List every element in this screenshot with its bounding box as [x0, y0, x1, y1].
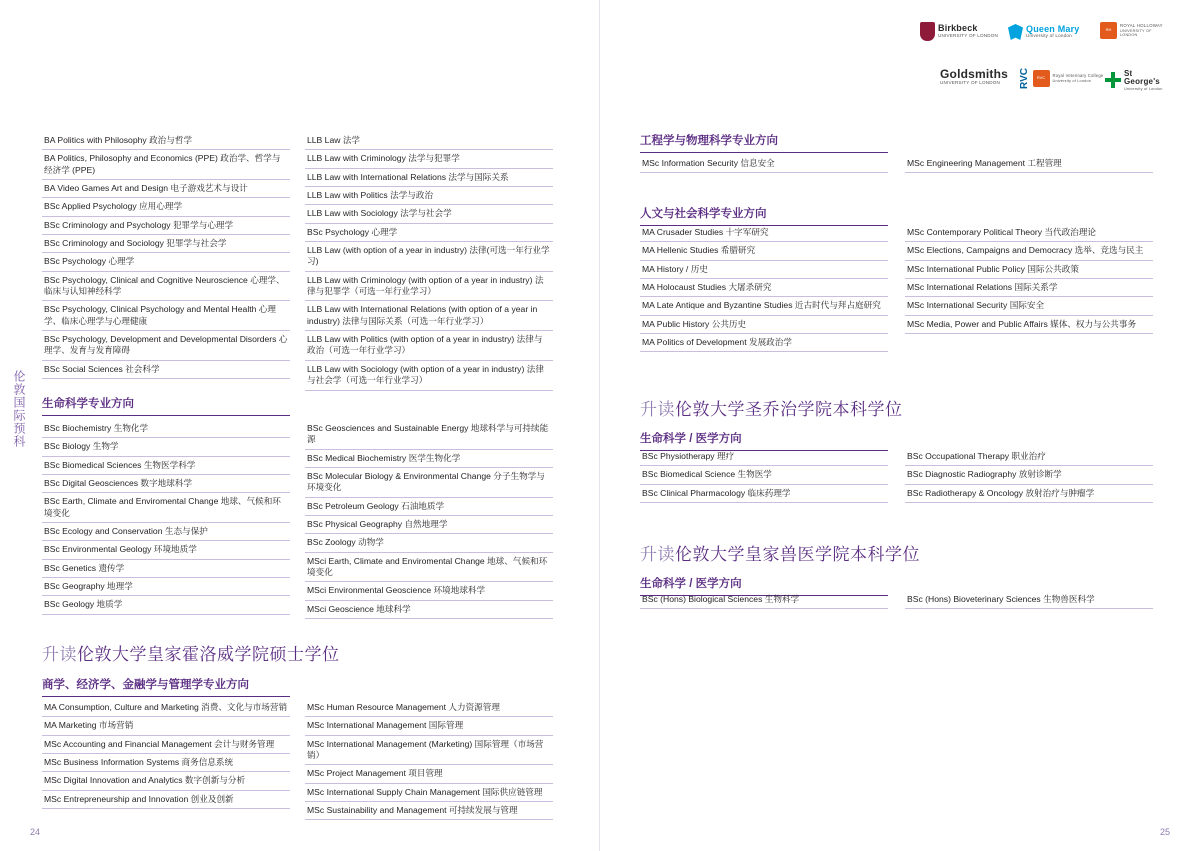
list-item: BSc (Hons) Bioveterinary Sciences 生物兽医科学	[905, 591, 1153, 609]
rh-masters-column-a	[42, 699, 290, 809]
list-item: LLB Law with Politics (with option of a year in industry) 法律与政治（可选一年行业学习）	[305, 331, 553, 361]
engineering-column-a	[640, 155, 888, 173]
list-item: MSc Entrepreneurship and Innovation 创业及创新	[42, 791, 290, 809]
logo-royal-holloway-subtitle: UNIVERSITY OF LONDON	[1120, 28, 1152, 37]
list-item: BA Video Games Art and Design 电子游戏艺术与设计	[42, 180, 290, 198]
list-item: BSc (Hons) Biological Sciences 生物科学	[640, 591, 888, 609]
list-item: MA Politics of Development 发展政治学	[640, 334, 888, 352]
list-item: BSc Social Sciences 社会科学	[42, 361, 290, 379]
st-georges-cross-icon	[1105, 72, 1121, 88]
section-heading-lead: 升读	[640, 545, 675, 564]
section-heading	[640, 540, 1160, 565]
list-item: MSci Environmental Geoscience 环境地球科学	[305, 582, 553, 600]
list-item: MSc Digital Innovation and Analytics 数字创新与分析	[42, 772, 290, 790]
list-item: MSc International Management (Marketing) 国际管理（市场营销）	[305, 736, 553, 766]
section-heading-text: 伦敦大学皇家兽医学院本科学位	[675, 545, 920, 564]
course-list	[640, 155, 888, 173]
course-list	[905, 591, 1153, 609]
list-item: BSc Psychology 心理学	[305, 224, 553, 242]
list-item: BSc Digital Geosciences 数字地球科学	[42, 475, 290, 493]
humanities-column-b	[905, 224, 1153, 334]
list-item: MSc Project Management 项目管理	[305, 765, 553, 783]
side-tab-label: 伦敦国际预科	[12, 370, 26, 448]
list-item: BSc Physiotherapy 理疗	[640, 448, 888, 466]
logo-birkbeck-title: Birkbeck	[938, 23, 978, 34]
course-list	[905, 448, 1153, 503]
page-number-right: 25	[1159, 827, 1170, 837]
page-number-left: 24	[30, 827, 41, 837]
list-item: MSc Elections, Campaigns and Democracy 选举、竞选与民主	[905, 242, 1153, 260]
list-item: BSc Psychology, Clinical and Cognitive Neuroscience 心理学、临床与认知神经科学	[42, 272, 290, 302]
section-heading	[42, 640, 562, 665]
list-item: BSc Zoology 动物学	[305, 534, 553, 552]
list-item: MSc Accounting and Financial Management 会计与财务管理	[42, 736, 290, 754]
engineering-column-b	[905, 155, 1153, 173]
category-heading: 商学、经济学、金融学与管理学专业方向	[42, 676, 290, 697]
list-item: LLB Law with Sociology 法学与社会学	[305, 205, 553, 223]
list-item: BSc Clinical Pharmacology 临床药理学	[640, 485, 888, 503]
logo-goldsmiths-subtitle: UNIVERSITY OF LONDON	[940, 79, 1001, 85]
list-item: LLB Law with International Relations (with option of a year in industry) 法律与国际关系（可选一年行业学习）	[305, 301, 553, 331]
logo-rvc-subtitle: University of London	[1052, 78, 1092, 83]
list-item: BSc Molecular Biology & Environmental Change 分子生物学与环境变化	[305, 468, 553, 498]
st-georges-section-heading	[640, 395, 1160, 420]
list-item: BSc Genetics 遗传学	[42, 560, 290, 578]
logo-st-georges-subtitle: University of London	[1124, 86, 1163, 91]
list-item: MSc Human Resource Management 人力资源管理	[305, 699, 553, 717]
list-item: BSc Geography 地理学	[42, 578, 290, 596]
list-item: BSc Psychology 心理学	[42, 253, 290, 271]
rvc-column-b	[905, 591, 1153, 609]
category-heading: 人文与社会科学专业方向	[640, 205, 888, 226]
list-item: MSc International Relations 国际关系学	[905, 279, 1153, 297]
life-science-heading-block	[42, 395, 290, 422]
list-item: MSci Geoscience 地球科学	[305, 601, 553, 619]
rvc-section-heading	[640, 540, 1160, 565]
list-item: LLB Law (with option of a year in industry) 法律(可选一年行业学习)	[305, 242, 553, 272]
list-item: BSc Environmental Geology 环境地质学	[42, 541, 290, 559]
list-item: BSc Medical Biochemistry 医学生物化学	[305, 450, 553, 468]
queen-mary-shield-icon	[1008, 24, 1023, 40]
list-item: BSc Biochemistry 生物化学	[42, 420, 290, 438]
left-top-column-a	[42, 132, 290, 379]
list-item: MA Marketing 市场营销	[42, 717, 290, 735]
list-item: MA Holocaust Studies 大屠杀研究	[640, 279, 888, 297]
logo-birkbeck	[920, 22, 998, 41]
course-list	[42, 420, 290, 615]
list-item: MA History / 历史	[640, 261, 888, 279]
birkbeck-crest-icon	[920, 22, 935, 41]
logo-royal-holloway	[1100, 22, 1170, 39]
life-science-column-b	[305, 420, 553, 619]
list-item: LLB Law with Sociology (with option of a year in industry) 法律与社会学（可选一年行业学习）	[305, 361, 553, 391]
list-item: LLB Law 法学	[305, 132, 553, 150]
course-list	[640, 591, 888, 609]
logo-queen-mary	[1008, 24, 1080, 40]
course-list	[42, 699, 290, 809]
page-spine	[599, 0, 600, 851]
list-item: MA Crusader Studies 十字军研究	[640, 224, 888, 242]
list-item: BSc Applied Psychology 应用心理学	[42, 198, 290, 216]
list-item: LLB Law with Criminology (with option of a year in industry) 法律与犯罪学（可选一年行业学习）	[305, 272, 553, 302]
humanities-column-a	[640, 224, 888, 352]
list-item: MSc International Supply Chain Management 国际供应链管理	[305, 784, 553, 802]
list-item: LLB Law with Politics 法学与政治	[305, 187, 553, 205]
list-item: BSc Biology 生物学	[42, 438, 290, 456]
list-item: MSc International Public Policy 国际公共政策	[905, 261, 1153, 279]
list-item: MA Late Antique and Byzantine Studies 近古时代与拜占庭研究	[640, 297, 888, 315]
category-heading: 生命科学 / 医学方向	[640, 575, 888, 596]
rvc-mark-icon: RVC	[1033, 70, 1050, 87]
logo-birkbeck-subtitle: UNIVERSITY OF LONDON	[938, 32, 999, 38]
logo-goldsmiths	[940, 68, 1008, 85]
st-georges-column-b	[905, 448, 1153, 503]
list-item: MA Consumption, Culture and Marketing 消费、文化与市场营销	[42, 699, 290, 717]
category-heading: 工程学与物理科学专业方向	[640, 132, 888, 153]
list-item: BSc Ecology and Conservation 生态与保护	[42, 523, 290, 541]
list-item: MSc Engineering Management 工程管理	[905, 155, 1153, 173]
course-list	[305, 132, 553, 391]
list-item: LLB Law with Criminology 法学与犯罪学	[305, 150, 553, 168]
list-item: MA Hellenic Studies 希腊研究	[640, 242, 888, 260]
section-heading-text: 伦敦大学圣乔治学院本科学位	[675, 400, 903, 419]
rvc-side-icon: RVC	[1019, 68, 1030, 89]
logo-st-georges	[1105, 70, 1170, 91]
section-heading-lead: 升读	[640, 400, 675, 419]
rh-masters-column-b	[305, 699, 553, 820]
list-item: MA Public History 公共历史	[640, 316, 888, 334]
royal-holloway-mark-icon: RH	[1100, 22, 1117, 39]
rvc-column-a	[640, 591, 888, 609]
course-list	[640, 224, 888, 352]
list-item: BA Politics, Philosophy and Economics (PPE) 政治学、哲学与经济学 (PPE)	[42, 150, 290, 180]
list-item: BSc Psychology, Development and Developmental Disorders 心理学、发育与发育障碍	[42, 331, 290, 361]
royal-holloway-masters-heading	[42, 640, 562, 665]
list-item: MSci Earth, Climate and Enviromental Change 地球、气候和环境变化	[305, 553, 553, 583]
list-item: MSc Information Security 信息安全	[640, 155, 888, 173]
list-item: BSc Radiotherapy & Oncology 放射治疗与肿瘤学	[905, 485, 1153, 503]
logo-rvc	[1020, 68, 1103, 89]
list-item: BSc Biomedical Science 生物医学	[640, 466, 888, 484]
course-list	[42, 132, 290, 379]
course-list	[905, 224, 1153, 334]
university-logos	[920, 22, 1170, 102]
list-item: MSc Business Information Systems 商务信息系统	[42, 754, 290, 772]
life-science-column-a	[42, 420, 290, 615]
left-top-column-b	[305, 132, 553, 391]
list-item: BSc Geology 地质学	[42, 596, 290, 614]
list-item: BSc Diagnostic Radiography 放射诊断学	[905, 466, 1153, 484]
section-heading-lead: 升读	[42, 645, 77, 664]
list-item: BSc Occupational Therapy 职业治疗	[905, 448, 1153, 466]
list-item: MSc International Management 国际管理	[305, 717, 553, 735]
category-heading: 生命科学 / 医学方向	[640, 430, 888, 451]
list-item: BSc Biomedical Sciences 生物医学科学	[42, 457, 290, 475]
list-item: BSc Criminology and Psychology 犯罪学与心理学	[42, 217, 290, 235]
course-list	[305, 699, 553, 820]
logo-rvc-title: Royal Veterinary College	[1052, 73, 1104, 79]
logo-royal-holloway-title: ROYAL HOLLOWAY	[1120, 23, 1163, 29]
logo-queen-mary-title: Queen Mary	[1026, 23, 1080, 34]
list-item: BSc Psychology, Clinical Psychology and Mental Health 心理学、临床心理学与心理健康	[42, 301, 290, 331]
logo-goldsmiths-title: Goldsmiths	[940, 67, 1009, 81]
st-georges-column-a	[640, 448, 888, 503]
course-list	[905, 155, 1153, 173]
list-item: MSc Sustainability and Management 可持续发展与管理	[305, 802, 553, 820]
course-list	[640, 448, 888, 503]
list-item: BSc Criminology and Sociology 犯罪学与社会学	[42, 235, 290, 253]
list-item: BSc Geosciences and Sustainable Energy 地球科学与可持续能源	[305, 420, 553, 450]
section-heading	[640, 395, 1160, 420]
list-item: BA Politics with Philosophy 政治与哲学	[42, 132, 290, 150]
list-item: MSc International Security 国际安全	[905, 297, 1153, 315]
list-item: MSc Contemporary Political Theory 当代政治理论	[905, 224, 1153, 242]
list-item: BSc Earth, Climate and Enviromental Change 地球、气候和环境变化	[42, 493, 290, 523]
logo-queen-mary-subtitle: University of London	[1026, 33, 1072, 39]
list-item: MSc Media, Power and Public Affairs 媒体、权力与公共事务	[905, 316, 1153, 334]
logo-st-georges-title: St George's	[1124, 69, 1160, 87]
category-heading: 生命科学专业方向	[42, 395, 290, 416]
list-item: LLB Law with International Relations 法学与国际关系	[305, 169, 553, 187]
list-item: BSc Petroleum Geology 石油地质学	[305, 498, 553, 516]
section-heading-text: 伦敦大学皇家霍洛威学院硕士学位	[77, 645, 340, 664]
course-list	[305, 420, 553, 619]
list-item: BSc Physical Geography 自然地理学	[305, 516, 553, 534]
